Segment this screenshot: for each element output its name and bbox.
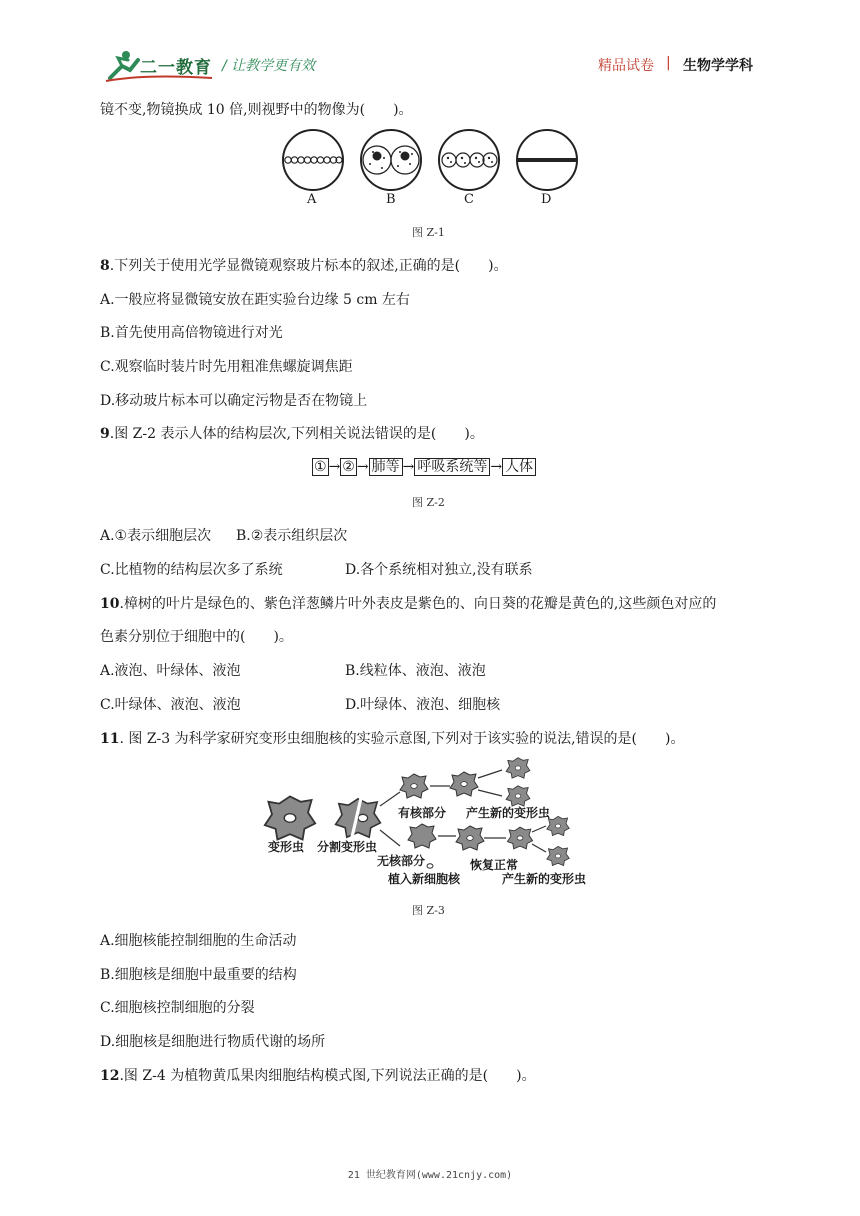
fig2-caption: 图 Z-2 — [412, 496, 445, 509]
fig1-caption: 图 Z-1 — [412, 226, 445, 239]
q10-option-b: B.线粒体、液泡、液泡 — [345, 663, 486, 679]
question-12-stem: 12.图 Z-4 为植物黄瓜果肉细胞结构模式图,下列说法正确的是( )。 — [100, 1068, 536, 1084]
view-c — [439, 130, 499, 190]
question-10-stem-cont: 色素分别位于细胞中的( )。 — [100, 629, 293, 645]
flow-box-2: ② — [342, 459, 355, 475]
label-new-amoeba-1: 产生新的变形虫 — [466, 806, 551, 820]
fig1-label-c: C — [464, 192, 474, 207]
arrow-right-icon: → — [490, 459, 503, 475]
question-11-stem: 11. 图 Z-3 为科学家研究变形虫细胞核的实验示意图,下列对于该实验的说法,错误的是( )。 — [100, 731, 685, 747]
amoeba-restored-2 — [507, 827, 532, 849]
label-restore: 恢复正常 — [470, 858, 519, 872]
flow-box-3: 肺等 — [369, 458, 403, 476]
header-separator: | — [666, 55, 671, 71]
amoeba-anucleate-part — [408, 824, 436, 848]
q8-option-d: D.移动玻片标本可以确定污物是否在物镜上 — [100, 393, 368, 409]
q10-option-a: A.液泡、叶绿体、液泡 — [100, 663, 241, 679]
q11-option-d: D.细胞核是细胞进行物质代谢的场所 — [100, 1034, 326, 1050]
view-b — [361, 130, 421, 190]
question-7-tail: 镜不变,物镜换成 10 倍,则视野中的物像为( )。 — [100, 102, 413, 118]
view-a — [283, 130, 343, 190]
implanted-nucleus — [427, 864, 433, 868]
q9-option-b: B.②表示组织层次 — [236, 528, 348, 544]
fig1-label-b: B — [386, 192, 396, 207]
flow-box-5: 人体 — [502, 458, 536, 476]
q9-option-a: A.①表示细胞层次 — [100, 528, 212, 544]
question-9-stem: 9.图 Z-2 表示人体的结构层次,下列相关说法错误的是( )。 — [100, 426, 484, 442]
flow-box-1: ① — [314, 459, 327, 475]
label-amoeba: 变形虫 — [268, 840, 305, 854]
question-8-stem: 8.下列关于使用光学显微镜观察玻片标本的叙述,正确的是( )。 — [100, 258, 508, 274]
label-with-nucleus: 有核部分 — [398, 806, 447, 820]
view-d — [517, 130, 577, 190]
header-subject: 生物学学科 — [683, 58, 753, 74]
amoeba-new-1a — [506, 758, 530, 778]
q8-option-b: B.首先使用高倍物镜进行对光 — [100, 325, 283, 341]
label-split: 分割变形虫 — [317, 840, 378, 854]
arrow-right-icon: → — [328, 459, 341, 475]
arrow-right-icon: → — [402, 459, 415, 475]
q10-option-c: C.叶绿体、液泡、液泡 — [100, 697, 241, 713]
q9-option-c: C.比植物的结构层次多了系统 — [100, 562, 283, 578]
label-implant: 植入新细胞核 — [388, 872, 461, 886]
question-10-stem: 10.樟树的叶片是绿色的、紫色洋葱鳞片叶外表皮是紫色的、向日葵的花瓣是黄色的,这些颜色对应的 — [100, 596, 717, 612]
structure-flowchart — [312, 458, 536, 476]
amoeba-restored — [456, 826, 484, 850]
fig3-caption: 图 Z-3 — [412, 904, 445, 917]
amoeba-split — [336, 797, 381, 839]
amoeba-original — [265, 796, 315, 839]
q11-option-a: A.细胞核能控制细胞的生命活动 — [100, 933, 297, 949]
q8-option-a: A.一般应将显微镜安放在距实验台边缘 5 cm 左右 — [100, 292, 410, 308]
fig1-label-a: A — [307, 192, 317, 207]
amoeba-nucleated-part — [400, 774, 428, 798]
flow-box-4: 呼吸系统等 — [414, 458, 490, 476]
q11-option-c: C.细胞核控制细胞的分裂 — [100, 1000, 255, 1016]
q11-option-b: B.细胞核是细胞中最重要的结构 — [100, 967, 297, 983]
label-no-nucleus: 无核部分 — [377, 854, 426, 868]
amoeba-new-2b — [547, 846, 569, 865]
page-footer: 21 世纪教育网(www.21cnjy.com) — [347, 1170, 513, 1181]
arrow-right-icon: → — [356, 459, 369, 475]
header-label: 精品试卷 — [598, 58, 654, 74]
q9-option-d: D.各个系统相对独立,没有联系 — [345, 562, 533, 578]
fig1-label-d: D — [541, 192, 552, 207]
brand-name: 二一教育 — [140, 58, 212, 78]
slogan: / 让教学更有效 — [222, 58, 316, 74]
amoeba-grown — [450, 772, 478, 796]
figure-z3 — [262, 756, 602, 888]
amoeba-new-2a — [547, 816, 569, 835]
q10-option-d: D.叶绿体、液泡、细胞核 — [345, 697, 501, 713]
label-new-amoeba-2: 产生新的变形虫 — [502, 872, 587, 886]
q8-option-c: C.观察临时装片时先用粗准焦螺旋调焦距 — [100, 359, 353, 375]
